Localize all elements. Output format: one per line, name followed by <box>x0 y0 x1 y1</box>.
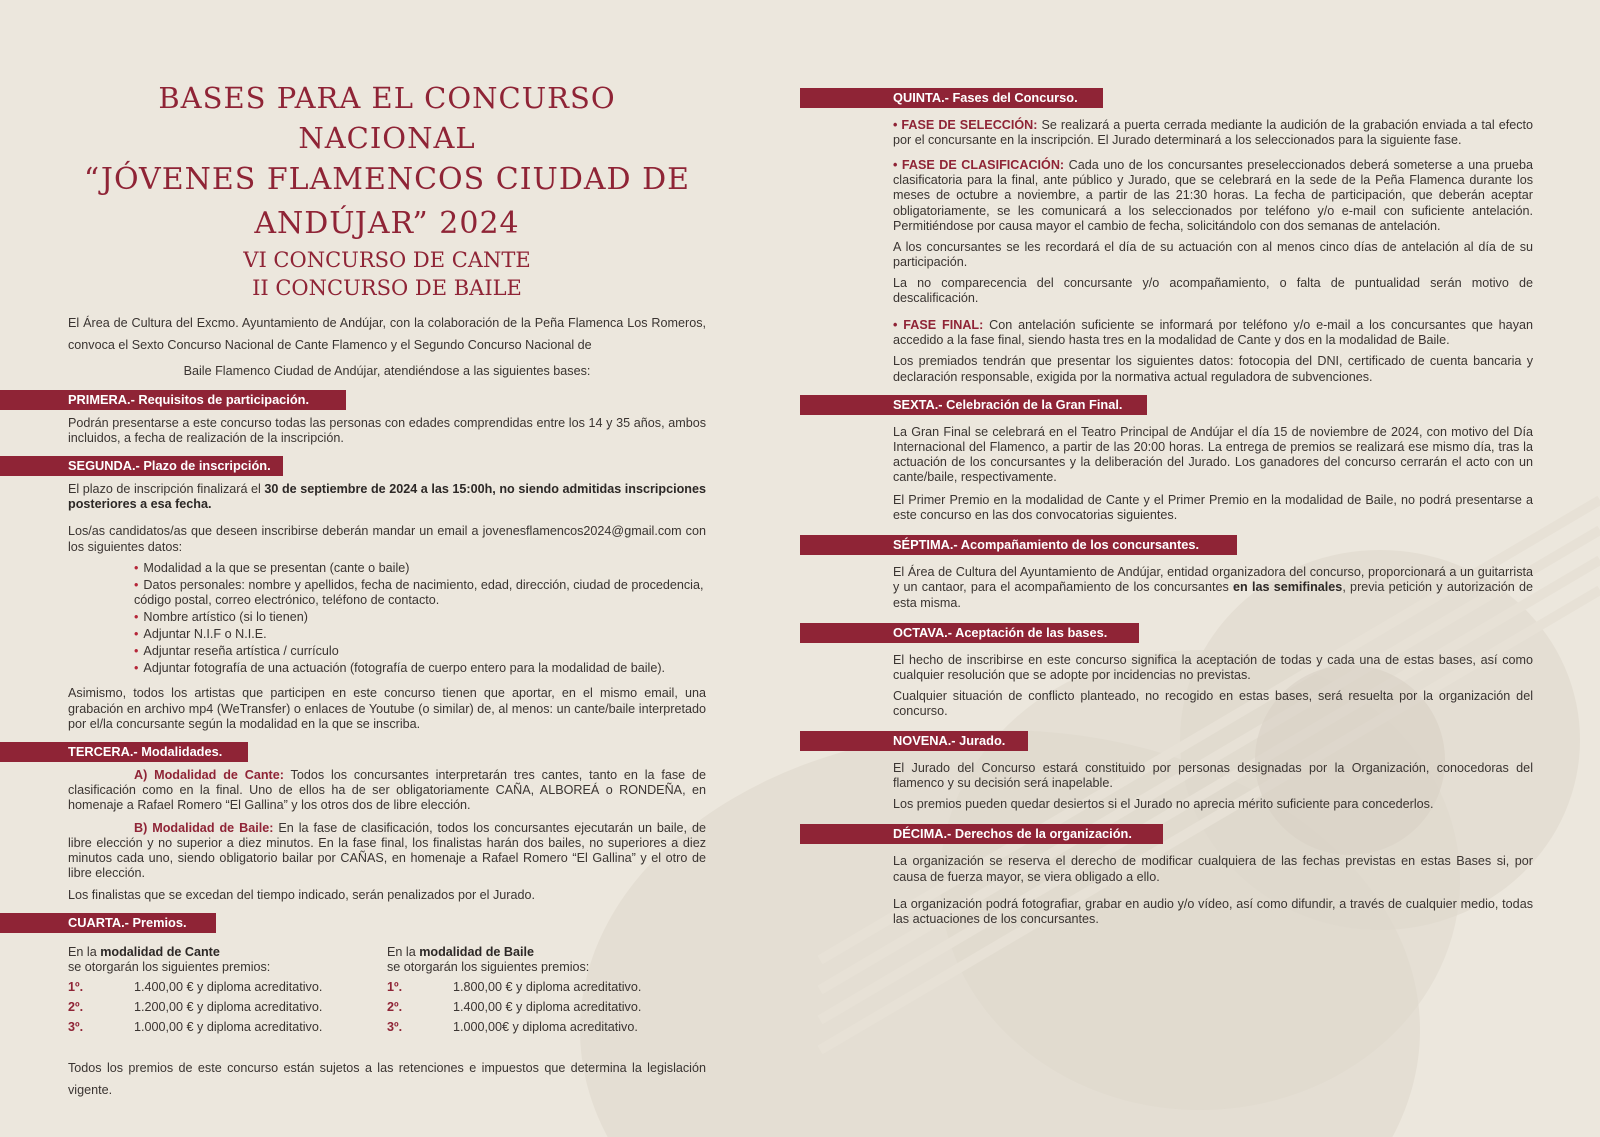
tercera-cante <box>68 768 706 813</box>
section-novena-heading: NOVENA.- Jurado. <box>800 731 1028 751</box>
primera-text: Podrán presentarse a este concurso todas las personas con edades comprendidas entre los 14 y 35 años, ambos incluidos, a fecha de realización de la inscripción. <box>68 416 706 446</box>
prize-row <box>387 980 706 995</box>
list-item: • Nombre artístico (si lo tienen) <box>134 610 706 625</box>
quinta-seleccion-label: • FASE DE SELECCIÓN: <box>893 118 1037 132</box>
tercera-baile-label: B) Modalidad de Baile: <box>134 821 274 836</box>
segunda-email-text: Los/as candidatos/as que deseen inscribirse deberán mandar un email a jovenesflamencos2024@gmail.com con los siguientes datos: <box>68 524 706 554</box>
segunda-closing: Asimismo, todos los artistas que participen en este concurso tienen que aportar, en el mismo email, una grabación en archivo mp4 (WeTransfer) o enlaces de Youtube (o similar) de, al menos: un cante/baile interpretado por el/la concursante según la modalidad en la que se inscriba. <box>68 686 706 731</box>
list-item: • Adjuntar fotografía de una actuación (fotografía de cuerpo entero para la modalidad de baile). <box>134 661 706 676</box>
cuarta-closing: Todos los premios de este concurso están sujetos a las retenciones e impuestos que determina la legislación vigente. <box>68 1061 706 1098</box>
prize-baile-sub: se otorgarán los siguientes premios: <box>387 959 590 974</box>
intro-text: El Área de Cultura del Excmo. Ayuntamiento de Andújar, con la colaboración de la Peña Flamenca Los Romeros, convoca el Sexto Concurso Nacional de Cante Flamenco y el Segundo Concurso Nacional de <box>68 316 706 352</box>
quinta-p3: Los premiados tendrán que presentar los siguientes datos: fotocopia del DNI, certificado de cuenta bancaria y declaración responsable, exigida por la normativa actual reguladora de subvenciones. <box>893 354 1533 384</box>
title-line-2: “JÓVENES FLAMENCOS CIUDAD DE ANDÚJAR” 2024 <box>83 162 691 241</box>
section-segunda-heading: SEGUNDA.- Plazo de inscripción. <box>0 456 283 476</box>
segunda-data-list <box>134 561 706 677</box>
septima-text <box>893 565 1533 610</box>
right-column <box>893 74 1533 933</box>
prize-amount: 1.400,00 € y diploma acreditativo. <box>453 999 642 1014</box>
list-item: • Datos personales: nombre y apellidos, fecha de nacimiento, edad, dirección, ciudad de procedencia, código postal, correo electrónico, teléfono de contacto. <box>134 578 706 608</box>
decima-p2: La organización podrá fotografiar, grabar en audio y/o vídeo, así como difundir, a través de cualquier medio, todas las actuaciones de los concursantes. <box>893 896 1533 926</box>
prize-rank: 2º. <box>68 999 84 1014</box>
sexta-p1: La Gran Final se celebrará en el Teatro Principal de Andújar el día 15 de noviembre de 2024, con motivo del Día Internacional del Flamenco, a partir de las 20:00 horas. La entrega de premios se realizará ese mismo día, tras la actuación de los concursantes y la deliberación del Jurado. Los ganadores del concurso cerrarán el acto con un cante/baile, respectivamente. <box>893 424 1533 484</box>
quinta-seleccion-text: Se realizará a puerta cerrada mediante la audición de la grabación enviada a tal efecto por el concursante en la inscripción. El Jurado determinará a los seleccionados para la siguiente fase. <box>893 118 1533 148</box>
tercera-cante-text: Todos los concursantes interpretarán tres cantes, tanto en la fase de clasificación como en la final. Uno de ellos ha de ser obligatoriamente CAÑA, ALBOREÁ o RONDEÑA, en homenaje a Rafael Romero “El Gallina” y los otros dos de libre elección. <box>68 767 707 812</box>
septima-text-bold: en las semifinales <box>1233 580 1343 595</box>
prize-cante-sub: se otorgarán los siguientes premios: <box>68 959 271 974</box>
prize-cante-bold: modalidad de Cante <box>100 944 220 959</box>
prize-row <box>387 1000 706 1015</box>
section-sexta-heading: SEXTA.- Celebración de la Gran Final. <box>800 395 1147 415</box>
prize-row <box>387 1020 706 1035</box>
quinta-p2: La no comparecencia del concursante y/o acompañamiento, o falta de puntualidad serán motivo de descalificación. <box>893 275 1533 306</box>
segunda-deadline <box>68 482 706 512</box>
prize-amount: 1.800,00 € y diploma acreditativo. <box>453 979 642 994</box>
tercera-baile-text: En la fase de clasificación, todos los concursantes ejecutarán un baile, de libre elección y no superior a diez minutos. En la fase final, los finalistas harán dos bailes, no superiores a diez minutos cada uno, siendo obligatorio bailar por CAÑAS, en homenaje a Rafael Romero “El Gallina” y el otro de libre elección. <box>68 821 706 881</box>
quinta-seleccion <box>893 118 1533 148</box>
segunda-deadline-b: 30 de septiembre de 2024 a las 15:00h, no siendo admitidas inscripciones posteriores a esa fecha. <box>68 482 706 512</box>
quinta-clasificacion-label: • FASE DE CLASIFICACIÓN: <box>893 158 1064 172</box>
quinta-final-text: Con antelación suficiente se informará por teléfono y/o e-mail a los concursantes que hayan accedido a la fase final, siendo hasta tres en la modalidad de Cante y dos en la modalidad de Baile. <box>893 318 1533 348</box>
tercera-cante-label: A) Modalidad de Cante: <box>134 767 284 782</box>
novena-p2: Los premios pueden quedar desiertos si el Jurado no aprecia mérito suficiente para concederlos. <box>893 797 1434 812</box>
title-line-1: BASES PARA EL CONCURSO NACIONAL <box>158 81 616 155</box>
intro-text-last: Baile Flamenco Ciudad de Andújar, atendiéndose a las siguientes bases: <box>183 364 591 378</box>
title-line-3: VI CONCURSO DE CANTE <box>243 248 531 272</box>
prize-row <box>68 1000 387 1015</box>
prizes-baile <box>387 945 706 1036</box>
section-quinta-heading: QUINTA.- Fases del Concurso. <box>800 88 1103 108</box>
quinta-final-label: • FASE FINAL: <box>893 318 983 332</box>
section-tercera-heading: TERCERA.- Modalidades. <box>0 742 248 762</box>
decima-p1: La organización se reserva el derecho de modificar cualquiera de las fechas previstas en estas Bases si, por causa de fuerza mayor, se viera obligado a ello. <box>893 854 1533 884</box>
prizes-table <box>68 945 706 1036</box>
prize-baile-pre: En la <box>387 944 416 959</box>
sexta-p2: El Primer Premio en la modalidad de Cante y el Primer Premio en la modalidad de Baile, no podrá presentarse a este concurso en las dos convocatorias siguientes. <box>893 493 1533 523</box>
prize-row <box>68 1020 387 1035</box>
prize-baile-bold: modalidad de Baile <box>419 944 534 959</box>
prizes-cante <box>68 945 387 1036</box>
quinta-clasificacion <box>893 158 1533 234</box>
prize-row <box>68 980 387 995</box>
prize-amount: 1.200,00 € y diploma acreditativo. <box>134 999 323 1014</box>
tercera-baile <box>68 821 706 881</box>
list-item: • Modalidad a la que se presentan (cante o baile) <box>134 561 706 576</box>
title-line-4: II CONCURSO DE BAILE <box>252 276 522 300</box>
octava-p1: El hecho de inscribirse en este concurso significa la aceptación de todas y cada una de estas bases, así como cualquier resolución que se adopte por incidencias no previstas. <box>893 652 1533 682</box>
list-item: • Adjuntar N.I.F o N.I.E. <box>134 627 706 642</box>
prize-rank: 1º. <box>387 979 403 994</box>
prize-cante-pre: En la <box>68 944 97 959</box>
prize-amount: 1.000,00€ y diploma acreditativo. <box>453 1020 638 1035</box>
prize-amount: 1.400,00 € y diploma acreditativo. <box>134 979 323 994</box>
segunda-deadline-a: El plazo de inscripción finalizará el <box>68 482 261 497</box>
section-septima-heading: SÉPTIMA.- Acompañamiento de los concursantes. <box>800 535 1237 555</box>
section-cuarta-heading: CUARTA.- Premios. <box>0 913 216 933</box>
octava-p2: Cualquier situación de conflicto planteado, no recogido en estas bases, será resuelta por la organización del concurso. <box>893 688 1533 718</box>
section-octava-heading: OCTAVA.- Aceptación de las bases. <box>800 623 1139 643</box>
prize-rank: 3º. <box>68 1020 84 1035</box>
quinta-clasificacion-text: Cada uno de los concursantes preseleccionados deberá someterse a una prueba clasificatoria para la final, ante público y Jurado, que se celebrará en la sede de la Peña Flamenca durante los meses de octubre a noviembre, a partir de las 21:30 horas. La fecha de participación, que deberán aceptar obligatoriamente, se les comunicará a los seleccionados por teléfono y/o e-mail con suficiente antelación. Permitiéndose por causa mayor el cambio de fecha, solicitándolo con dos semanas de antelación. <box>893 158 1533 233</box>
prize-rank: 3º. <box>387 1020 403 1035</box>
prize-amount: 1.000,00 € y diploma acreditativo. <box>134 1020 323 1035</box>
prize-rank: 2º. <box>387 999 403 1014</box>
tercera-closing: Los finalistas que se excedan del tiempo indicado, serán penalizados por el Jurado. <box>68 887 535 902</box>
quinta-final <box>893 318 1533 348</box>
left-column <box>68 74 706 1107</box>
section-primera-heading: PRIMERA.- Requisitos de participación. <box>0 390 346 410</box>
section-decima-heading: DÉCIMA.- Derechos de la organización. <box>800 824 1163 844</box>
septima-text-a: El Área de Cultura del Ayuntamiento de Andújar, entidad organizadora del concurso, proporcionará a un guitarrista y un cantaor, para el acompañamiento de los concursantes <box>893 565 1533 595</box>
quinta-p1: A los concursantes se les recordará el día de su actuación con al menos cinco días de antelación al día de su participación. <box>893 239 1533 269</box>
prize-rank: 1º. <box>68 979 84 994</box>
list-item: • Adjuntar reseña artística / currículo <box>134 644 706 659</box>
novena-p1: El Jurado del Concurso estará constituido por personas designadas por la Organización, conocedoras del flamenco y su decisión será inapelable. <box>893 761 1533 791</box>
septima-text-b: , previa petición y autorización de esta misma. <box>893 580 1533 610</box>
